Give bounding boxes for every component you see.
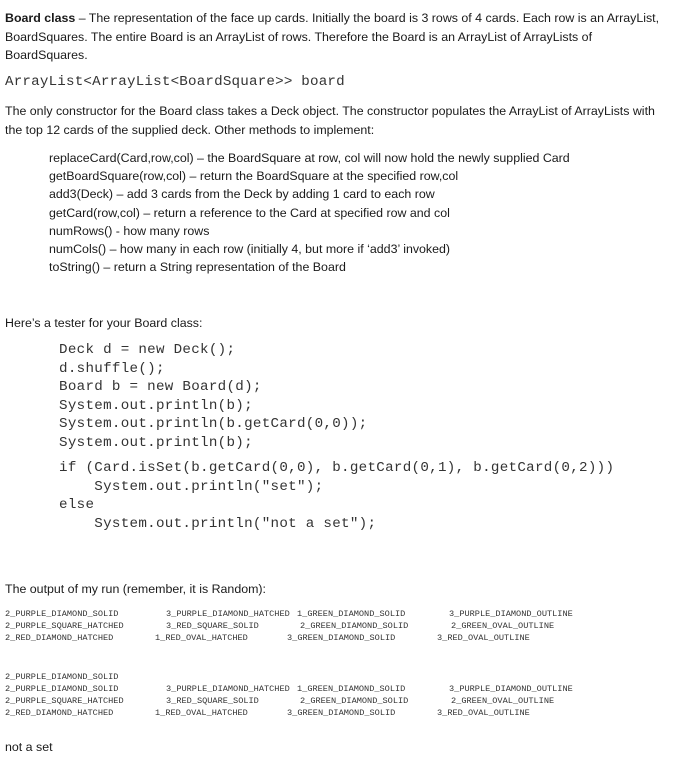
output-cell: 2_RED_DIAMOND_HATCHED: [5, 708, 114, 719]
output-cell: 2_PURPLE_DIAMOND_SOLID: [5, 684, 119, 694]
method-num-rows: numRows() - how many rows: [49, 223, 210, 238]
tester-code-block-1: [59, 341, 368, 452]
output-cell: 3_RED_OVAL_OUTLINE: [437, 708, 530, 719]
output-cell: 3_PURPLE_DIAMOND_OUTLINE: [449, 684, 573, 694]
code-line: else: [59, 497, 95, 513]
output-label: The output of my run (remember, it is Random):: [5, 582, 266, 596]
method-get-card: getCard(row,col) – return a reference to the Card at specified row and col: [49, 205, 450, 220]
method-add3: add3(Deck) – add 3 cards from the Deck by adding 1 card to each row: [49, 187, 435, 202]
output-cell: 3_RED_SQUARE_SOLID: [166, 621, 259, 632]
tester-code-block-2: [59, 459, 614, 533]
board-declaration: ArrayList<ArrayList<BoardSquare>> board: [5, 74, 345, 90]
output-cell: 3_GREEN_DIAMOND_SOLID: [287, 708, 396, 719]
code-line: d.shuffle();: [59, 360, 165, 377]
output-cell: 2_GREEN_DIAMOND_SOLID: [300, 696, 409, 707]
method-replace-card: replaceCard(Card,row,col) – the BoardSquare at row, col will now hold the newly supplied Card: [49, 151, 570, 165]
method-num-cols: numCols() – how many in each row (initially 4, but more if ‘add3’ invoked): [49, 241, 451, 256]
board-class-heading: Board class: [5, 11, 76, 25]
code-line: System.out.println(b);: [59, 434, 253, 451]
output-cell: 2_PURPLE_DIAMOND_SOLID: [5, 672, 119, 682]
output-cell: 3_PURPLE_DIAMOND_OUTLINE: [449, 609, 573, 619]
output-cell: 2_GREEN_OVAL_OUTLINE: [451, 621, 555, 632]
final-result: not a set: [5, 740, 53, 754]
code-line: System.out.println(b.getCard(0,0));: [59, 416, 368, 432]
output-cell: 1_GREEN_DIAMOND_SOLID: [297, 609, 406, 619]
code-line: Deck d = new Deck();: [59, 342, 236, 358]
methods-list: [49, 149, 570, 276]
code-line: System.out.println("set");: [59, 478, 324, 495]
output-cell: 2_GREEN_DIAMOND_SOLID: [300, 621, 409, 632]
output-cell: 3_PURPLE_DIAMOND_HATCHED: [166, 684, 290, 694]
output-cell: 1_RED_OVAL_HATCHED: [155, 633, 248, 644]
output-cell: 3_RED_OVAL_OUTLINE: [437, 633, 530, 644]
constructor-paragraph: The only constructor for the Board class takes a Deck object. The constructor populates the ArrayList of ArrayLists with the top 12 cards of the supplied deck. Other methods to implement:: [5, 104, 655, 137]
output-cell: 1_GREEN_DIAMOND_SOLID: [297, 684, 406, 694]
method-to-string: toString() – return a String representation of the Board: [49, 260, 346, 275]
intro-text: – The representation of the face up cards. Initially the board is 3 rows of 4 cards. Each row is an ArrayList, BoardSquares. The entire Board is an ArrayList of rows. Therefore the Board is an ArrayList of ArrayLists of BoardSquares.: [5, 11, 660, 62]
method-get-board-square: getBoardSquare(row,col) – return the BoardSquare at the specified row,col: [49, 169, 459, 184]
code-line: System.out.println(b);: [59, 397, 253, 414]
output-cell: 2_GREEN_OVAL_OUTLINE: [451, 696, 555, 707]
code-line: System.out.println("not a set");: [59, 515, 377, 532]
intro-paragraph: [5, 9, 673, 65]
code-line: Board b = new Board(d);: [59, 379, 262, 395]
code-line: if (Card.isSet(b.getCard(0,0), b.getCard(0,1), b.getCard(0,2))): [59, 460, 615, 476]
output-cell: 2_RED_DIAMOND_HATCHED: [5, 633, 114, 644]
output-cell: 3_GREEN_DIAMOND_SOLID: [287, 633, 396, 644]
output-cell: 2_PURPLE_SQUARE_HATCHED: [5, 696, 124, 707]
output-cell: 2_PURPLE_DIAMOND_SOLID: [5, 609, 119, 619]
output-cell: 2_PURPLE_SQUARE_HATCHED: [5, 621, 124, 632]
output-cell: 3_RED_SQUARE_SOLID: [166, 696, 259, 707]
output-cell: 3_PURPLE_DIAMOND_HATCHED: [166, 609, 290, 619]
tester-label: Here’s a tester for your Board class:: [5, 316, 203, 330]
output-cell: 1_RED_OVAL_HATCHED: [155, 708, 248, 719]
